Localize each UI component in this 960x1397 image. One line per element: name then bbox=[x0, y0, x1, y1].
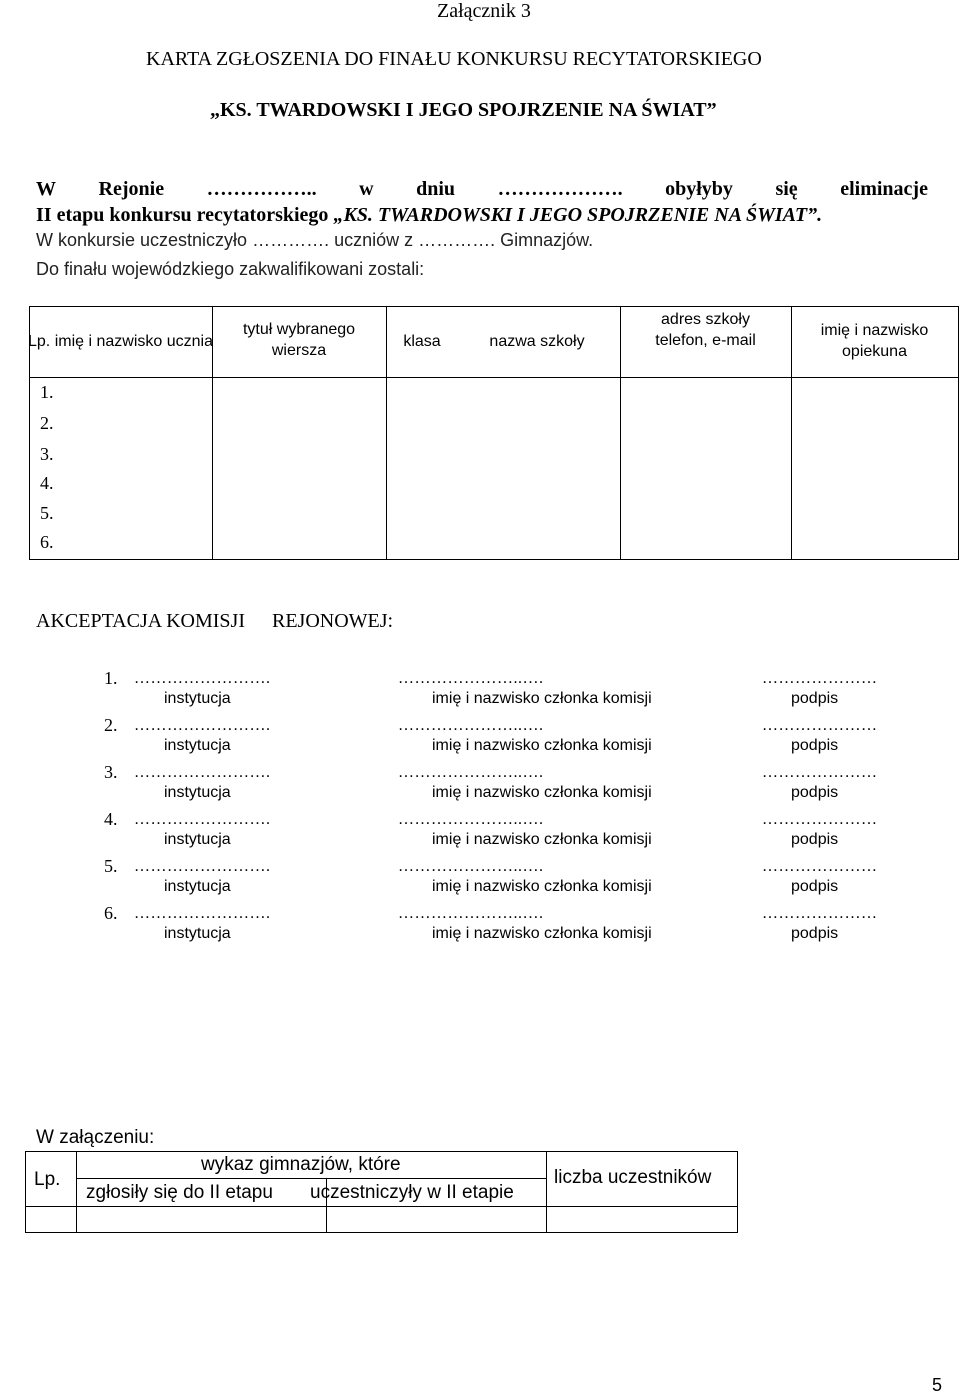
contest-title: „KS. TWARDOWSKI I JEGO SPOJRZENIE NA ŚWIAT” bbox=[210, 99, 717, 121]
signature-caption: podpis bbox=[791, 878, 839, 895]
institution-blank: ……………………. bbox=[134, 905, 271, 922]
date-blank: ………………. bbox=[497, 178, 623, 200]
row-number: 3. bbox=[40, 444, 54, 464]
institution-caption: instytucja bbox=[164, 925, 231, 942]
intro-word: Rejonie bbox=[98, 178, 165, 200]
signature-caption: podpis bbox=[791, 737, 839, 754]
institution-blank: ……………………. bbox=[134, 858, 271, 875]
institution-caption: instytucja bbox=[164, 878, 231, 895]
intro-line-participants: W konkursie uczestniczyło …………. uczniów z …………. Gimnazjów. bbox=[36, 230, 594, 250]
signature-blank: ………………… bbox=[762, 670, 878, 687]
signature-blank: ………………… bbox=[762, 717, 878, 734]
header-poem-line: tytuł wybranego bbox=[242, 321, 356, 338]
signature-caption: podpis bbox=[791, 925, 839, 942]
committee-entry-number: 2. bbox=[104, 715, 118, 735]
institution-caption: instytucja bbox=[164, 737, 231, 754]
row-number: 4. bbox=[40, 473, 54, 493]
member-caption: imię i nazwisko członka komisji bbox=[432, 690, 652, 707]
attachment-label: Załącznik 3 bbox=[437, 0, 531, 22]
intro-word: eliminacje bbox=[840, 178, 928, 200]
intro-word: obyłyby bbox=[665, 178, 733, 200]
intro-word: się bbox=[775, 178, 798, 200]
signature-caption: podpis bbox=[791, 784, 839, 801]
institution-blank: ……………………. bbox=[134, 811, 271, 828]
intro-word: w bbox=[359, 178, 374, 200]
signature-blank: ………………… bbox=[762, 811, 878, 828]
annex-subheader-divider bbox=[76, 1178, 546, 1179]
committee-title bbox=[36, 610, 393, 633]
header-address-line: adres szkoły bbox=[661, 311, 750, 328]
row-number: 1. bbox=[40, 382, 54, 402]
stage-text: II etapu konkursu recytatorskiego bbox=[36, 204, 334, 226]
intro-word: W bbox=[36, 178, 56, 200]
header-guardian bbox=[791, 320, 958, 362]
member-caption: imię i nazwisko członka komisji bbox=[432, 925, 652, 942]
committee-entry-number: 4. bbox=[104, 809, 118, 829]
signature-blank: ………………… bbox=[762, 905, 878, 922]
header-guardian-line: opiekuna bbox=[842, 343, 907, 360]
committee-entry-number: 5. bbox=[104, 856, 118, 876]
header-poem bbox=[212, 319, 386, 361]
annex-lp: Lp. bbox=[34, 1169, 61, 1190]
institution-caption: instytucja bbox=[164, 831, 231, 848]
member-blank: …………………..…. bbox=[398, 858, 544, 875]
member-blank: …………………..…. bbox=[398, 670, 544, 687]
member-caption: imię i nazwisko członka komisji bbox=[432, 737, 652, 754]
signature-caption: podpis bbox=[791, 831, 839, 848]
institution-caption: instytucja bbox=[164, 690, 231, 707]
member-caption: imię i nazwisko członka komisji bbox=[432, 831, 652, 848]
institution-caption: instytucja bbox=[164, 784, 231, 801]
header-school: nazwa szkoły bbox=[489, 333, 585, 350]
header-lp-student bbox=[28, 331, 213, 352]
header-address-line: telefon, e-mail bbox=[655, 332, 756, 349]
committee-entry-number: 3. bbox=[104, 762, 118, 782]
row-number: 5. bbox=[40, 503, 54, 523]
intro-line-qualified: Do finału wojewódzkiego zakwalifikowani zostali: bbox=[36, 259, 425, 279]
table-header-divider bbox=[30, 377, 958, 378]
form-title: KARTA ZGŁOSZENIA DO FINAŁU KONKURSU RECYTATORSKIEGO bbox=[146, 48, 762, 70]
member-blank: …………………..…. bbox=[398, 905, 544, 922]
signature-caption: podpis bbox=[791, 690, 839, 707]
member-blank: …………………..…. bbox=[398, 811, 544, 828]
signature-blank: ………………… bbox=[762, 858, 878, 875]
annex-label: W załączeniu: bbox=[36, 1127, 155, 1148]
signature-blank: ………………… bbox=[762, 764, 878, 781]
header-student: imię i nazwisko ucznia bbox=[54, 333, 213, 350]
institution-blank: ……………………. bbox=[134, 670, 271, 687]
table-col-divider bbox=[386, 307, 387, 559]
contest-name-italic: „KS. TWARDOWSKI I JEGO SPOJRZENIE NA ŚWIAT”. bbox=[333, 204, 823, 226]
header-class: klasa bbox=[403, 333, 441, 350]
row-number: 6. bbox=[40, 532, 54, 552]
header-poem-line: wiersza bbox=[271, 342, 327, 359]
intro-line-stage bbox=[36, 204, 822, 227]
intro-word: dniu bbox=[416, 178, 456, 200]
annex-col-participated: uczestniczyły w II etapie bbox=[310, 1182, 514, 1203]
institution-blank: ……………………. bbox=[134, 764, 271, 781]
institution-blank: ……………………. bbox=[134, 717, 271, 734]
region-blank: …………….. bbox=[206, 178, 317, 200]
page-number: 5 bbox=[932, 1375, 943, 1395]
annex-list-header: wykaz gimnazjów, które bbox=[201, 1154, 401, 1175]
intro-line-region bbox=[36, 178, 928, 201]
committee-entry-number: 6. bbox=[104, 903, 118, 923]
committee-entry-number: 1. bbox=[104, 668, 118, 688]
annex-col-divider bbox=[76, 1152, 77, 1232]
annex-table bbox=[25, 1151, 738, 1233]
committee-title-part: AKCEPTACJA KOMISJI bbox=[36, 610, 245, 632]
row-number: 2. bbox=[40, 413, 54, 433]
member-blank: …………………..…. bbox=[398, 717, 544, 734]
annex-col-stage: zgłosiły się do II etapu bbox=[86, 1182, 273, 1203]
member-caption: imię i nazwisko członka komisji bbox=[432, 784, 652, 801]
annex-col-count: liczba uczestników bbox=[554, 1167, 712, 1188]
annex-header-divider bbox=[26, 1206, 737, 1207]
member-caption: imię i nazwisko członka komisji bbox=[432, 878, 652, 895]
finalists-table bbox=[29, 306, 959, 560]
header-guardian-line: imię i nazwisko bbox=[820, 322, 929, 339]
header-address bbox=[620, 309, 791, 351]
header-lp: Lp. bbox=[28, 333, 51, 350]
committee-title-part: REJONOWEJ: bbox=[271, 610, 394, 632]
member-blank: …………………..…. bbox=[398, 764, 544, 781]
annex-col-divider bbox=[546, 1152, 547, 1232]
